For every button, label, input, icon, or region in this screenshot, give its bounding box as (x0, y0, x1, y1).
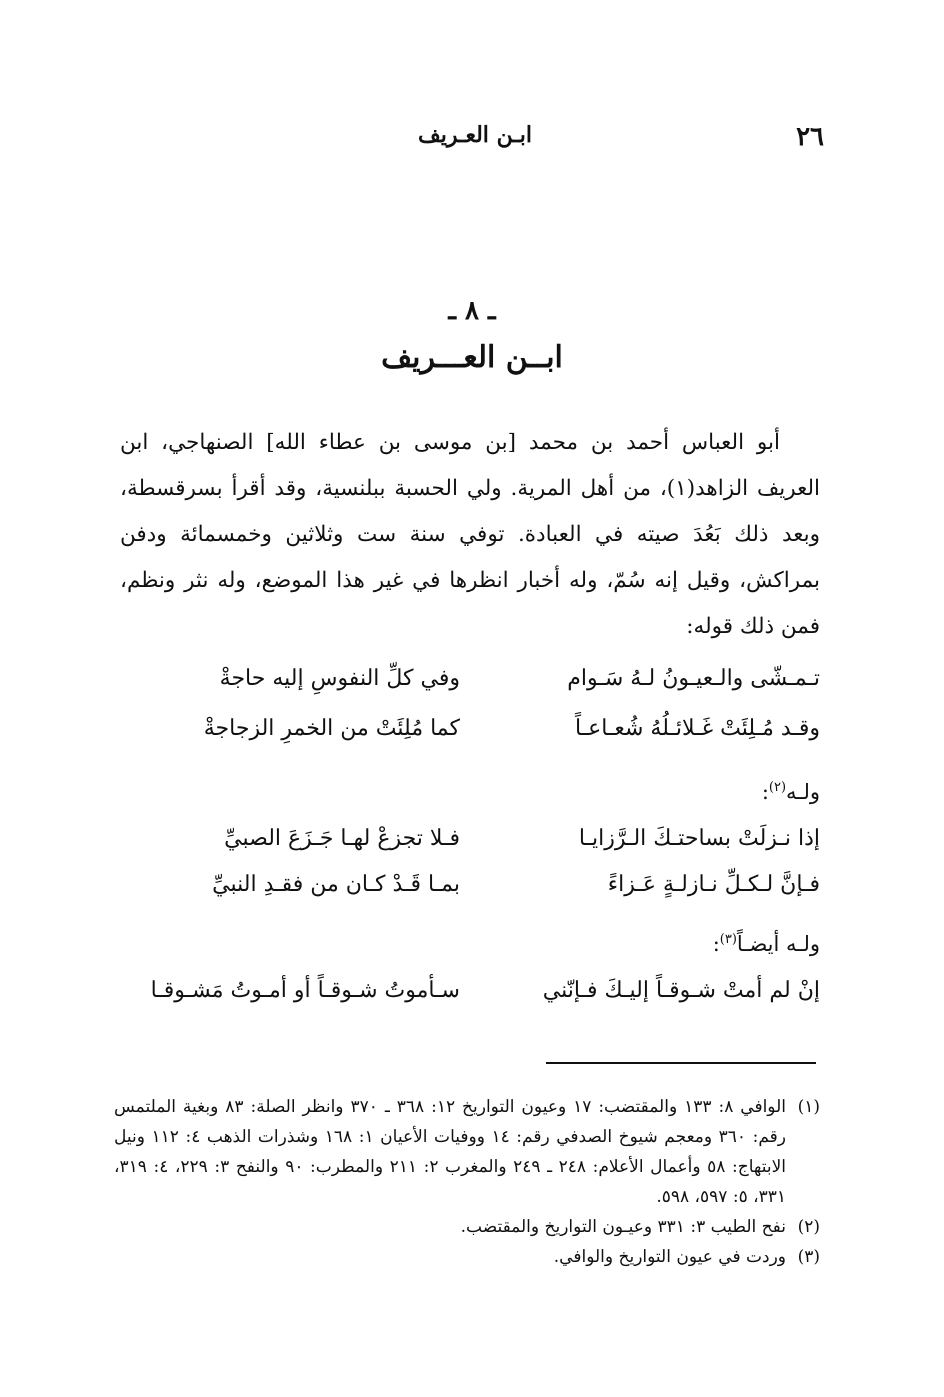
footnote-mark: (٢) (797, 1217, 820, 1237)
footnote-mark: (٣) (797, 1247, 820, 1267)
verse-line (120, 666, 820, 710)
footnote-text: نفح الطيب ٣: ٣٣١ وعيـون التواريخ والمقتضب. (460, 1217, 786, 1237)
entry-title: ابــن العـــريف (381, 340, 563, 375)
biography-text: أبو العباس أحمد بن محمد [بن موسى بن عطاء الله] الصنهاجي، ابن العريف الزاهد(١)، من أهل المرية. ولي الحسبة ببلنسية، وقد أقرأ بسرقسطة، وبعد ذلك بَعُدَ صيته في العبادة. توفي سنة ست وثلاثين وخمسمائة ودفن بمراكش، وقيل إنه سُمّ، وله أخبار انظرها في غير هذا الموضع، وله نثر ونظم، فمن ذلك قوله: (120, 430, 820, 639)
running-title: ابـن العـريف (418, 122, 532, 148)
footnote-ref: (٣) (719, 932, 737, 947)
footnote-mark: (١) (797, 1097, 820, 1117)
verse-line (120, 826, 820, 870)
footnote (114, 1242, 820, 1272)
verse-second-hemistich: وفي كلِّ النفوسِ إليه حاجةْ (219, 666, 460, 691)
footnote-ref: (٢) (768, 780, 787, 795)
footnote-divider (546, 1062, 816, 1064)
verse-line (120, 716, 820, 760)
footnote (114, 1092, 820, 1212)
verse-second-hemistich: سـأموتُ شـوقـاً أو أمـوتُ مَشـوقـا (150, 978, 460, 1003)
page-number: ٢٦ (796, 122, 824, 152)
entry-number: ـ ٨ ـ (448, 296, 496, 326)
verse-first-hemistich: فـإنَّ لـكـلِّ نـازلـةٍ عَـزاءً (607, 872, 820, 897)
poem-intro-colon: : (761, 780, 769, 804)
verse-second-hemistich: كما مُلِئَتْ من الخمرِ الزجاجةْ (203, 716, 460, 741)
verse-line (120, 978, 820, 1022)
poem-intro (762, 780, 820, 804)
verse-first-hemistich: وقـد مُـلِئَتْ غَـلائـلُهُ شُعـاعـاً (574, 716, 820, 741)
footnote-text: الوافي ٨: ١٣٣ والمقتضب: ١٧ وعيون التواريخ ١٢: ٣٦٨ ـ ٣٧٠ وانظر الصلة: ٨٣ وبغية الملتمس رقم: ٣٦٠ ومعجم شيوخ الصدفي رقم: ١٤ ووفيات الأعيان ١: ١٦٨ وشذرات الذهب ٤: ١١٢ ونيل الابتهاج: ٥٨ وأعمال الأعلام: ٢٤٨ ـ ٢٤٩ والمغرب ٢: ٢١١ والمطرب: ٩٠ والنفح ٣: ٢٢٩، ٤: ٣١٩، ٣٣١، ٥: ٥٩٧، ٥٩٨. (114, 1097, 787, 1207)
poem-intro-text: ولـه أيضـاً (736, 932, 820, 956)
verse-first-hemistich: إنْ لم أمتْ شـوقـاً إليـكَ فـإنّني (542, 978, 820, 1003)
poem-intro-text: ولـه (786, 780, 820, 804)
poem-intro-colon: : (712, 932, 720, 956)
verse-second-hemistich: فـلا تجزعْ لهـا جَـزَعَ الصبيِّ (224, 826, 460, 851)
footnote (114, 1212, 820, 1242)
footnotes (114, 1092, 820, 1272)
running-head (120, 118, 824, 158)
biography-paragraph (120, 420, 820, 650)
verse-line (120, 872, 820, 916)
verse-second-hemistich: بمـا قَـدْ كـان من فقـدِ النبيِّ (212, 872, 460, 897)
poem-intro (713, 932, 820, 956)
verse-first-hemistich: تـمـشّى والـعيـونُ لـهُ سَـوام (567, 666, 820, 691)
footnote-text: وردت في عيون التواريخ والوافي. (553, 1247, 786, 1267)
verse-first-hemistich: إذا نـزلَتْ بساحتـكَ الـرَّزايـا (578, 826, 820, 851)
